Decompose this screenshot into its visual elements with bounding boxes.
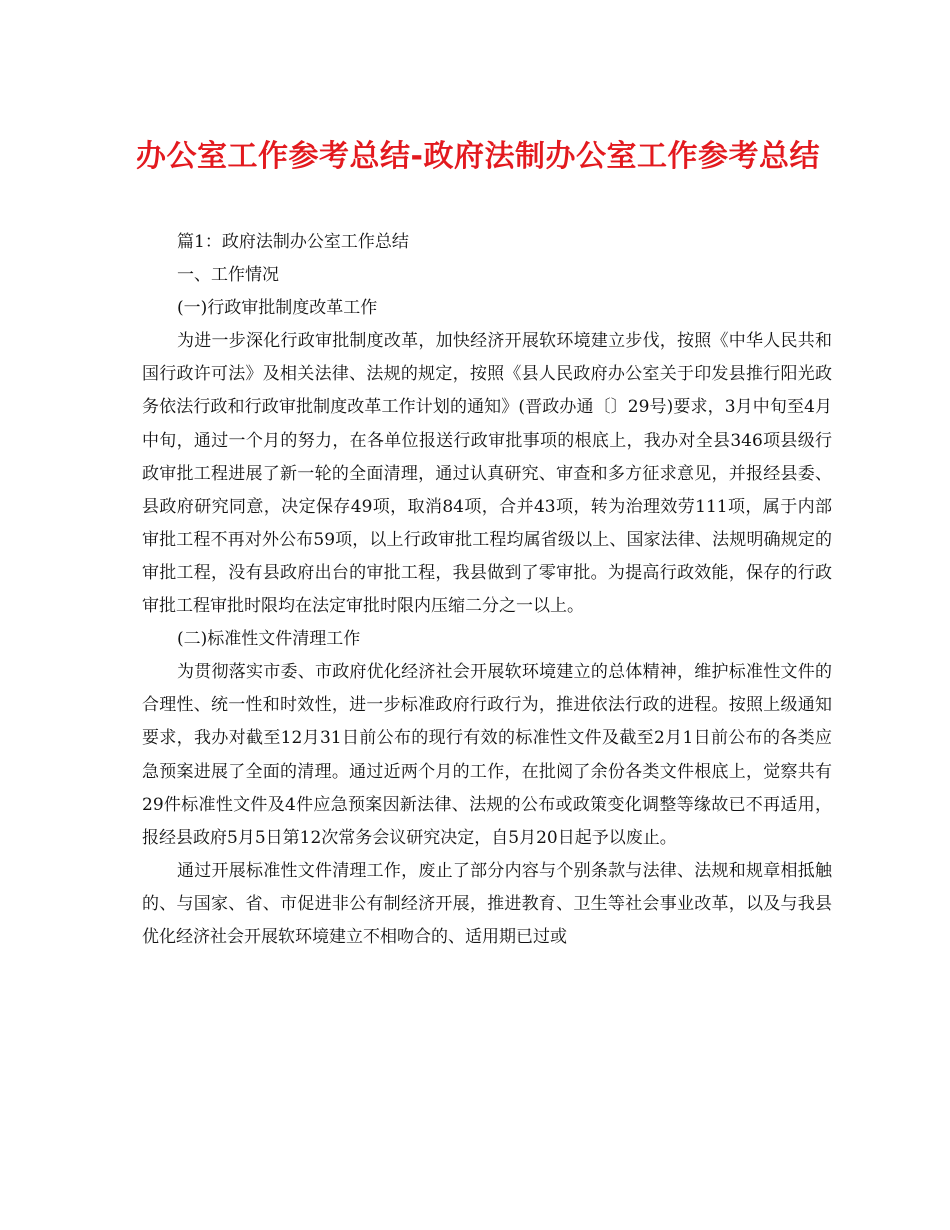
section-heading-part1: 篇1：政府法制办公室工作总结 xyxy=(177,232,409,252)
subsection-heading-approval-reform: (一)行政审批制度改革工作 xyxy=(177,298,378,319)
document-body xyxy=(142,226,832,954)
section-heading-work-status: 一、工作情况 xyxy=(177,265,279,286)
paragraph-cleanup-results: 通过开展标准性文件清理工作，废止了部分内容与个别条款与法律、法规和规章相抵触的、与国家、省、市促进非公有制经济开展，推进教育、卫生等社会事业改革，以及与我县优化经济社会开展软环境建立不相吻合的、适用期已过或 xyxy=(142,860,832,947)
subsection-heading-document-cleanup: (二)标准性文件清理工作 xyxy=(177,629,361,650)
paragraph-approval-reform: 为进一步深化行政审批制度改革，加快经济开展软环境建立步伐，按照《中华人民共和国行政许可法》及相关法律、法规的规定，按照《县人民政府办公室关于印发县推行阳光政务依法行政和行政审批制度改革工作计划的通知》(晋政办通〔〕29号)要求，3月中旬至4月中旬，通过一个月的努力，在各单位报送行政审批事项的根底上，我办对全县346项县级行政审批工程进展了新一轮的全面清理，通过认真研究、审查和多方征求意见，并报经县委、县政府研究同意，决定保存49项，取消84项，合并43项，转为治理效劳111项，属于内部审批工程不再对外公布59项，以上行政审批工程均属省级以上、国家法律、法规明确规定的审批工程，没有县政府出台的审批工程，我县做到了零审批。为提高行政效能，保存的行政审批工程审批时限均在法定审批时限内压缩二分之一以上。 xyxy=(142,331,832,617)
document-title: 办公室工作参考总结-政府法制办公室工作参考总结 xyxy=(136,139,820,174)
paragraph-document-cleanup: 为贯彻落实市委、市政府优化经济社会开展软环境建立的总体精神，维护标准性文件的合理性、统一性和时效性，进一步标准政府行政行为，推进依法行政的进程。按照上级通知要求，我办对截至12月31日前公布的现行有效的标准性文件及截至2月1日前公布的各类应急预案进展了全面的清理。通过近两个月的工作，在批阅了余份各类文件根底上，觉察共有29件标准性文件及4件应急预案因新法律、法规的公布或政策变化调整等缘故已不再适用，报经县政府5月5日第12次常务会议研究决定，自5月20日起予以废止。 xyxy=(142,662,832,848)
